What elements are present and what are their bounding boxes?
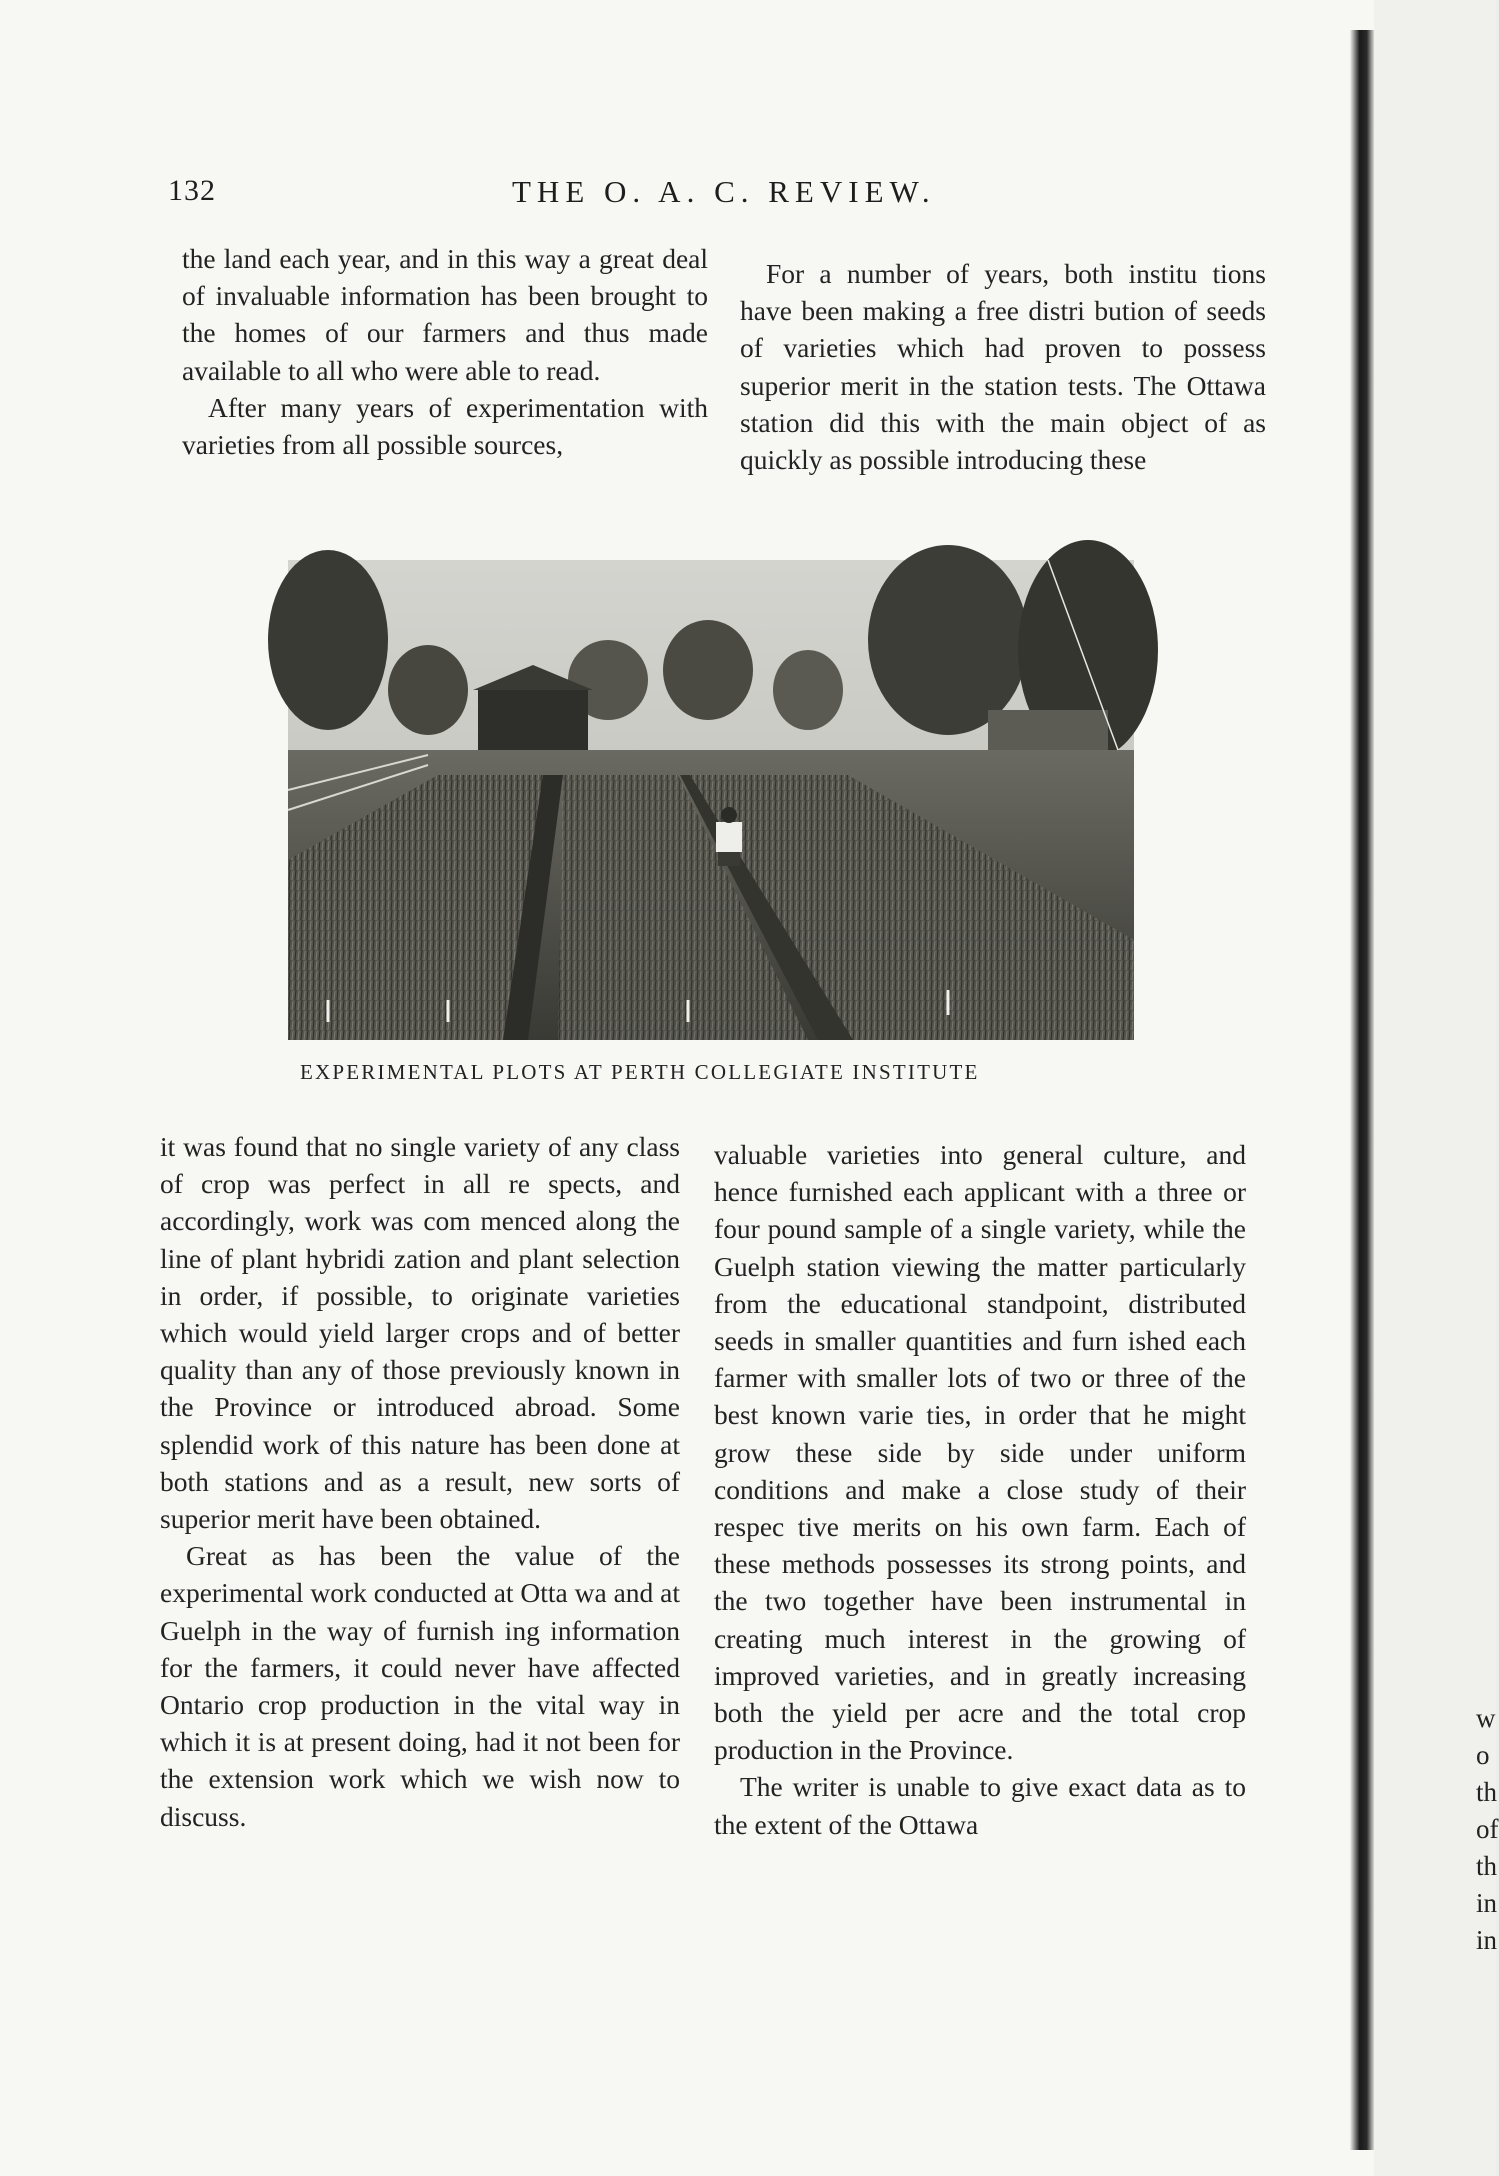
text-fragment: in: [1476, 1925, 1498, 1955]
column-bottom-right: [714, 1136, 1246, 1843]
text-fragment: in: [1476, 1888, 1498, 1918]
paragraph: the land each year, and in this way a great deal of invaluable information has been brought to the homes of our farmers and thus made available to all who were able to read.: [182, 243, 708, 386]
column-top-right: [740, 255, 1266, 478]
book-gutter: [1350, 30, 1374, 2150]
paragraph: Great as has been the value of the experimental work conducted at Otta wa and at Guelph in the way of furnish ing information for the farmers, it could never have affected Ontario crop production in the vital way in which it is at present doing, had it not been for the extension work which we wish now to discuss.: [160, 1540, 681, 1832]
facing-page-fragments: [1476, 1700, 1499, 1959]
page-header: [168, 174, 1288, 214]
text-fragment: of: [1476, 1814, 1499, 1844]
text-fragment: th: [1476, 1777, 1498, 1807]
column-top-left: [182, 240, 708, 463]
paragraph: valuable varieties into general culture, and hence furnished each applicant with a three or four pound sample of a single variety, while the Guelph station viewing the matter particularly from the educational standpoint, distributed seeds in smaller quantities and furn ished each farmer with smaller lots of two or three of the best known varie ties, in order that he might grow these side by side under uniform conditions and make a close study of their respec tive merits on his own farm. Each of these methods possesses its strong points, and the two together have been instrumental in creating much interest in the growing of improved varieties, and in greatly increasing both the yield per acre and the total crop production in the Province.: [714, 1139, 1246, 1766]
paragraph: The writer is unable to give exact data as to the extent of the Ottawa: [714, 1771, 1246, 1840]
page-number: 132: [168, 174, 216, 207]
text-fragment: o: [1476, 1740, 1490, 1770]
paragraph: After many years of experimentation with varieties from all possible sources,: [182, 391, 708, 461]
paragraph: it was found that no single variety of any class of crop was perfect in all re spects, and accordingly, work was com menced along the line of plant hybridi zation and plant selection in order, if possible, to originate varieties which would yield larger crops and of better quality than any of those previously known in the Province or introduced abroad. Some splendid work of this nature has been done at both stations and as a result, new sorts of superior merit have been obtained.: [160, 1131, 680, 1535]
column-bottom-left: [160, 1128, 680, 1835]
text-fragment: w: [1476, 1703, 1496, 1733]
photo-experimental-plots: [288, 560, 1134, 1040]
journal-title: THE O. A. C. REVIEW.: [512, 174, 936, 209]
paragraph: For a number of years, both institu tions have been making a free distri bution of seeds of varieties which had proven to possess superior merit in the station tests. The Ottawa station did this with the main object of as quickly as possible introducing these: [740, 258, 1266, 476]
photo-illustration: [288, 560, 1134, 1040]
text-fragment: th: [1476, 1851, 1498, 1881]
figure-caption: EXPERIMENTAL PLOTS AT PERTH COLLEGIATE INSTITUTE: [300, 1060, 980, 1084]
